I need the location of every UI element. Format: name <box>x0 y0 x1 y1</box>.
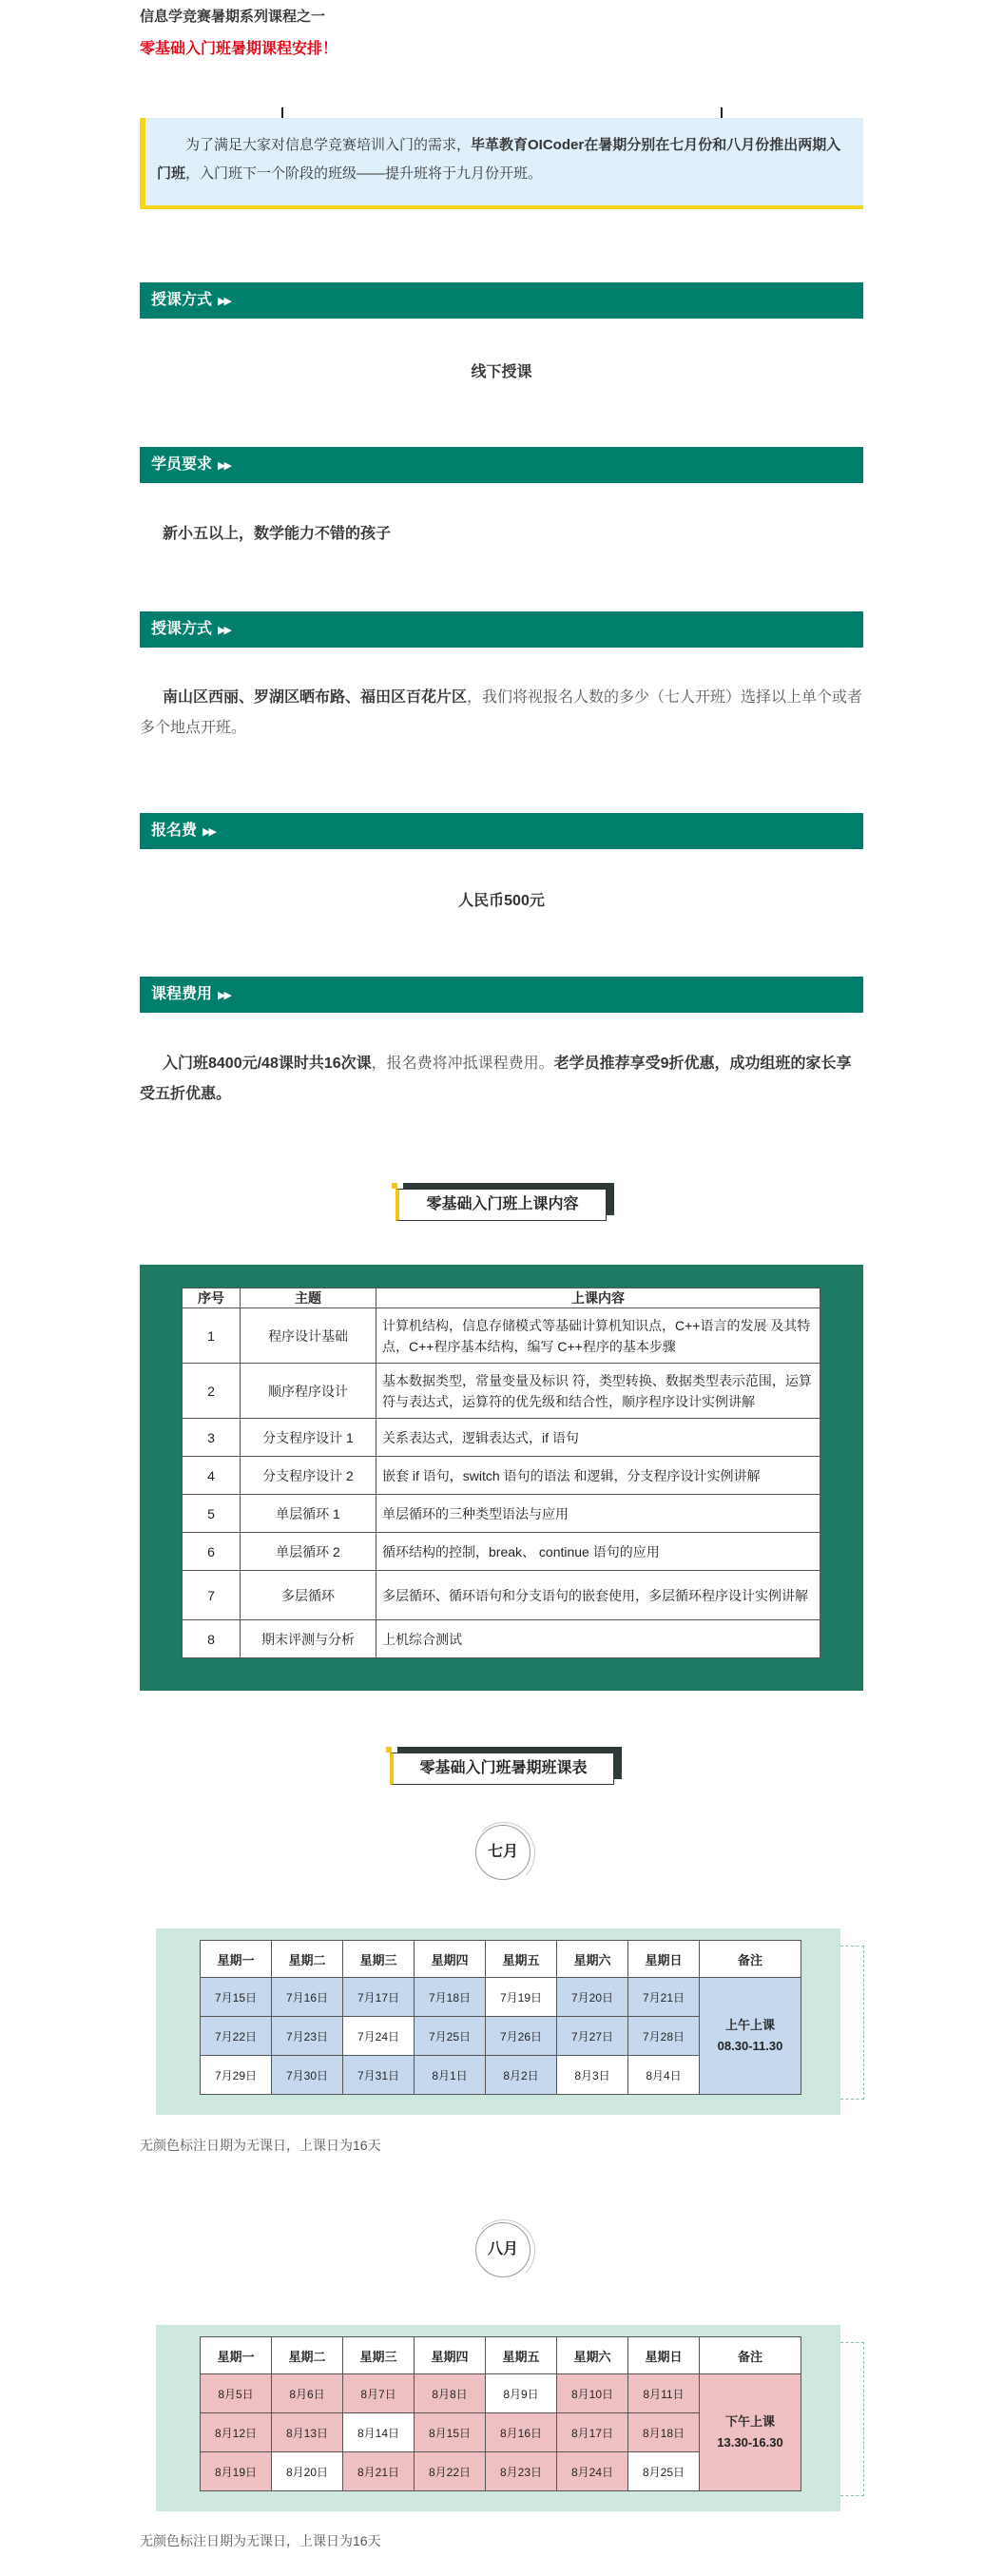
requirements-text: 新小五以上，数学能力不错的孩子 <box>163 526 392 542</box>
july-label: 七月 <box>475 1825 531 1880</box>
section-header-registration-fee: 报名费 ▶▶ <box>140 813 863 849</box>
august-decor <box>840 2342 864 2496</box>
table-row: 7月22日 7月23日 7月24日 7月25日 7月26日 7月27日 7月28日 <box>201 2017 801 2056</box>
august-label: 八月 <box>475 2222 531 2277</box>
section-header-course-fee: 课程费用 ▶▶ <box>140 977 863 1013</box>
table-row: 8月5日 8月6日 8月7日 8月8日 8月9日 8月10日 8月11日 下午上课 13.30-16.30 <box>201 2374 801 2413</box>
arrows-icon: ▶▶ <box>218 625 230 636</box>
col-header-topic: 主题 <box>241 1288 376 1308</box>
arrows-icon: ▶▶ <box>218 296 230 307</box>
course-fee-text: 入门班8400元/48课时共16次课，报名费将冲抵课程费用。老学员推荐享受9折优惠，成功组班的家长享受五折优惠。 <box>140 1056 852 1102</box>
page-headline: 零基础入门班暑期课程安排！ <box>140 41 338 57</box>
july-schedule-table: 星期一 星期二 星期三 星期四 星期五 星期六 星期日 备注 7月15日 7月16日 7月17日 7月18日 7月19日 7月20日 7月21日 上午上课 08.30-11.30 7月22日 7月23日 7月24日 7月25日 7月26日 7月27日 7月28日 7月29日 7月30日 7月31日 8月1日 8月2日 8月3日 8月4日 <box>200 1940 801 2095</box>
table-row: 7月15日 7月16日 7月17日 7月18日 7月19日 7月20日 7月21日 上午上课 08.30-11.30 <box>201 1978 801 2017</box>
july-time-note: 上午上课 08.30-11.30 <box>700 1978 801 2095</box>
intro-accent-bar <box>140 118 145 205</box>
intro-box <box>140 118 863 205</box>
arrows-icon: ▶▶ <box>218 460 230 472</box>
course-content-panel <box>140 1265 863 1691</box>
col-header-no: 序号 <box>183 1288 241 1308</box>
table-row: 2 顺序程序设计 基本数据类型，常量变量及标识 符，类型转换、数据类型表示范围，运算符与表达式，运算符的优先级和结合性，顺序程序设计实例讲解 <box>183 1364 820 1419</box>
series-title: 信息学竞赛暑期系列课程之一 <box>140 9 326 25</box>
august-footnote: 无颜色标注日期为无课日，上课日为16天 <box>140 2533 381 2548</box>
locations-text: 南山区西丽、罗湖区晒布路、福田区百花片区，我们将视报名人数的多少（七人开班）选择以上单个或者多个地点开班。 <box>140 689 863 736</box>
table-row: 7月29日 7月30日 7月31日 8月1日 8月2日 8月3日 8月4日 <box>201 2056 801 2095</box>
section-header-locations: 授课方式 ▶▶ <box>140 611 863 648</box>
july-schedule-panel <box>156 1928 840 2115</box>
registration-fee-text: 人民币500元 <box>458 893 545 909</box>
table-row: 1 程序设计基础 计算机结构，信息存储模式等基础计算机知识点，C++语言的发展 及其特点，C++程序基本结构，编写 C++程序的基本步骤 <box>183 1308 820 1364</box>
table-row: 5 单层循环 1 单层循环的三种类型语法与应用 <box>183 1495 820 1533</box>
table-row: 8月19日 8月20日 8月21日 8月22日 8月23日 8月24日 8月25日 <box>201 2452 801 2491</box>
table-row: 8 期末评测与分析 上机综合测试 <box>183 1620 820 1658</box>
july-footnote: 无颜色标注日期为无课日，上课日为16天 <box>140 2138 381 2153</box>
intro-text: 为了满足大家对信息学竞赛培训入门的需求，毕革教育OICoder在暑期分别在七月份和八月份推出两期入门班，入门班下一个阶段的班级——提升班将于九月份开班。 <box>157 137 841 182</box>
table-row: 3 分支程序设计 1 关系表达式，逻辑表达式，if 语句 <box>183 1419 820 1457</box>
arrows-icon: ▶▶ <box>218 990 230 1001</box>
course-table <box>182 1288 820 1658</box>
section-header-requirements: 学员要求 ▶▶ <box>140 447 863 483</box>
august-time-note: 下午上课 13.30-16.30 <box>700 2374 801 2491</box>
teaching-mode-text: 线下授课 <box>471 364 532 380</box>
august-schedule-panel <box>156 2325 840 2511</box>
intro-underline <box>140 205 863 209</box>
section-header-teaching-mode: 授课方式 ▶▶ <box>140 282 863 319</box>
table-row: 8月12日 8月13日 8月14日 8月15日 8月16日 8月17日 8月18日 <box>201 2413 801 2452</box>
table-row: 6 单层循环 2 循环结构的控制，break、 continue 语句的应用 <box>183 1533 820 1571</box>
july-decor <box>840 1946 864 2100</box>
arrows-icon: ▶▶ <box>203 826 215 838</box>
course-content-title: 零基础入门班上课内容 <box>396 1189 607 1221</box>
schedule-title: 零基础入门班暑期班课表 <box>390 1753 614 1785</box>
august-schedule-table: 星期一 星期二 星期三 星期四 星期五 星期六 星期日 备注 8月5日 8月6日 8月7日 8月8日 8月9日 8月10日 8月11日 下午上课 13.30-16.30 8月12日 8月13日 8月14日 8月15日 8月16日 8月17日 8月18日 8月19日 8月20日 8月21日 8月22日 8月23日 8月24日 8月25日 <box>200 2336 801 2491</box>
table-row: 7 多层循环 多层循环、循环语句和分支语句的嵌套使用，多层循环程序设计实例讲解 <box>183 1571 820 1620</box>
col-header-content: 上课内容 <box>376 1288 820 1308</box>
table-row: 4 分支程序设计 2 嵌套 if 语句，switch 语句的语法 和逻辑，分支程序设计实例讲解 <box>183 1457 820 1495</box>
